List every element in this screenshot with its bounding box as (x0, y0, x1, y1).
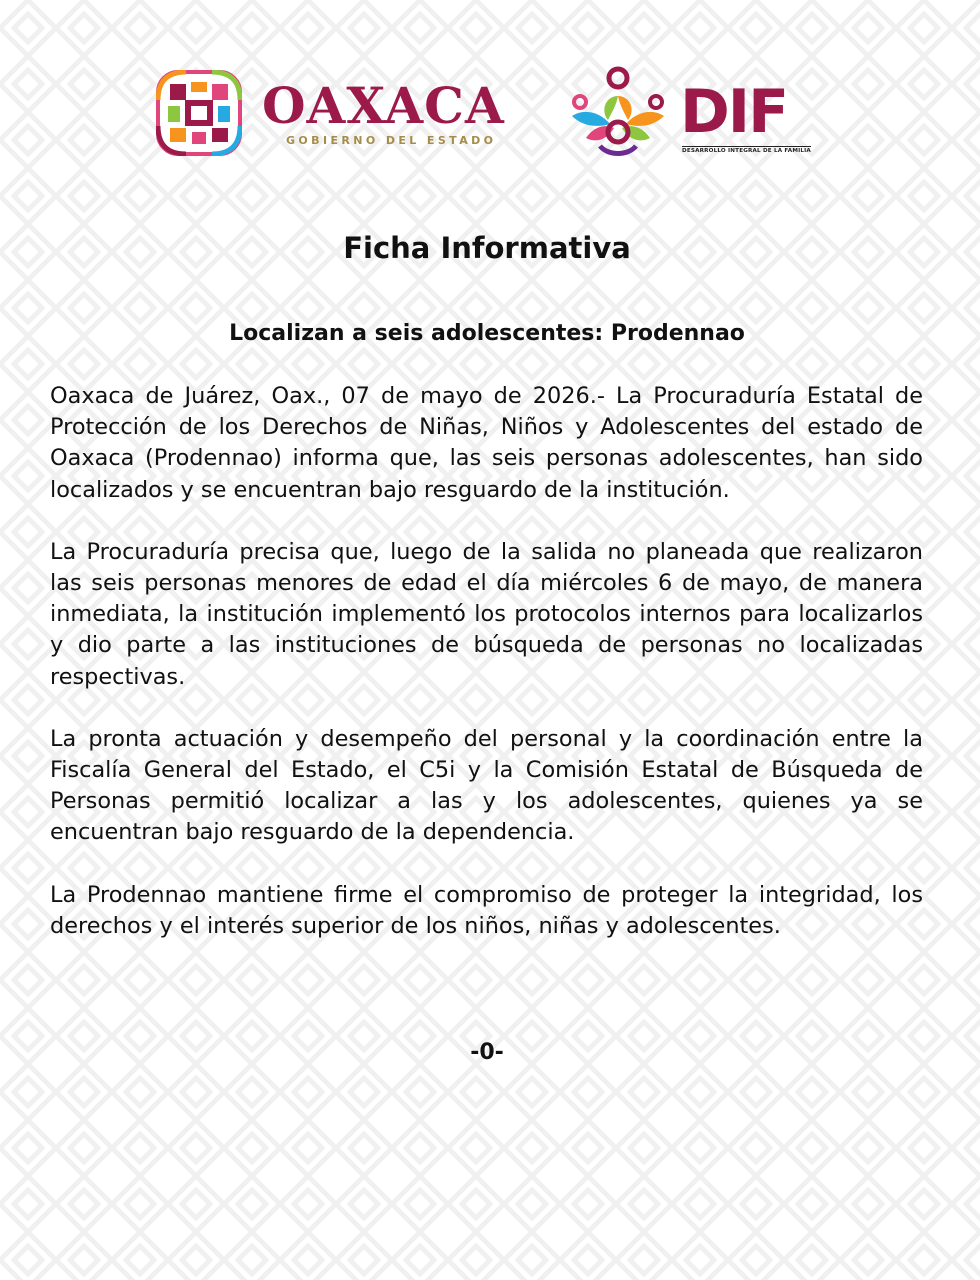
dif-logo (566, 66, 811, 160)
closing-mark: -0- (470, 1040, 504, 1065)
document-body (50, 381, 923, 973)
body-paragraph-2: La Procuraduría precisa que, luego de la salida no planeada que realizaron las seis personas menores de edad el día miércoles 6 de mayo, de manera inmediata, la institución implementó los protocolos internos para localizarlos y dio parte a las instituciones de búsqueda de personas no localizadas respectivas. (50, 538, 923, 690)
dif-flower-icon (566, 66, 670, 160)
document-title: Ficha Informativa (343, 231, 631, 265)
header-logos (0, 66, 980, 166)
oaxaca-logo-word: OAXACA (262, 76, 505, 135)
dif-logo-subtitle: DESARROLLO INTEGRAL DE LA FAMILIA (682, 148, 811, 154)
body-paragraph-4: La Prodennao mantiene firme el compromiso de proteger la integridad, los derechos y el interés superior de los niños, niñas y adolescentes. (50, 881, 923, 939)
body-paragraph-1: Oaxaca de Juárez, Oax., 07 de mayo de 2026.- La Procuraduría Estatal de Protección de los Derechos de Niñas, Niños y Adolescentes del estado de Oaxaca (Prodennao) informa que, las seis personas adolescentes, han sido localizados y se encuentran bajo resguardo de la institución. (50, 383, 923, 503)
oaxaca-glyph-icon (156, 70, 242, 156)
document-subtitle: Localizan a seis adolescentes: Prodennao (229, 321, 745, 346)
oaxaca-logo-subtitle: GOBIERNO DEL ESTADO (286, 134, 497, 147)
body-paragraph-3: La pronta actuación y desempeño del personal y la coordinación entre la Fiscalía General del Estado, el C5i y la Comisión Estatal de Búsqueda de Personas permitió localizar a las y los adolescentes, quienes ya se encuentran bajo resguardo de la dependencia. (50, 725, 923, 846)
dif-logo-word: DIF (680, 77, 788, 147)
oaxaca-government-logo (156, 66, 536, 160)
